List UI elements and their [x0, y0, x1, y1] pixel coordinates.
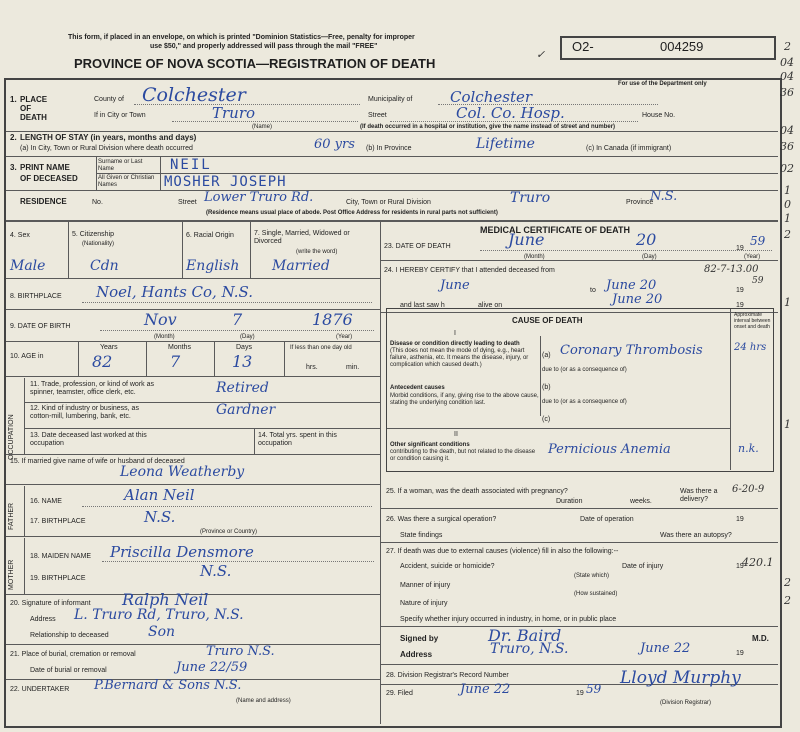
father-name-value: Alan Neil: [124, 486, 195, 504]
stay-canada-label: (c) In Canada (if immigrant): [586, 145, 672, 152]
margin-code-6: 36: [780, 140, 794, 153]
cause-b-marker: (b): [542, 384, 551, 391]
personal-sep-3: [250, 222, 251, 278]
code-2b: 2: [784, 594, 791, 607]
operation-date-label: Date of operation: [580, 516, 634, 523]
margin-code-3: 04: [780, 70, 794, 83]
divider-residence: [6, 220, 778, 222]
margin-code-11: 2: [784, 228, 791, 241]
code-pregnancy: 6-20-9: [732, 484, 765, 495]
industry-value: Gardner: [216, 402, 276, 418]
physician-address-label: Address: [400, 650, 433, 659]
antecedent-label: Antecedent causes: [390, 385, 445, 391]
street-line: [390, 121, 638, 122]
injury-year-prefix: 19: [736, 563, 744, 570]
age-sep-3: [214, 342, 215, 376]
occupation-divider-1: [24, 402, 380, 403]
street-label: Street: [368, 112, 387, 119]
mother-side-label: MOTHER: [8, 559, 15, 590]
street-value: Col. Co. Hosp.: [456, 104, 565, 122]
mother-maiden-line: [102, 561, 374, 562]
divider-10: [6, 536, 380, 537]
margin-code-9: 0: [784, 198, 791, 211]
racial-origin-value: English: [186, 258, 240, 274]
name-caption: (Name): [252, 124, 273, 130]
residence-street-value: Lower Truro Rd.: [204, 190, 314, 205]
section-3-number: 3.: [10, 163, 17, 172]
surgical-label: 26. Was there a surgical operation?: [386, 516, 497, 523]
informant-address-value: L. Truro Rd, Truro, N.S.: [74, 607, 244, 623]
mother-birthplace-value: N.S.: [200, 562, 232, 580]
cause-other-value: Pernicious Anemia: [548, 442, 671, 457]
dob-year: 1876: [312, 310, 353, 329]
divider-6: [6, 341, 380, 342]
nature-label: Nature of injury: [400, 600, 448, 607]
father-side-label: FATHER: [8, 502, 15, 530]
last-worked-label: 13. Date deceased last worked at this occupation: [30, 432, 147, 447]
medical-certificate-title: MEDICAL CERTIFICATE OF DEATH: [480, 225, 630, 235]
margin-code-2: 04: [780, 56, 794, 69]
med-divider-5: [381, 626, 778, 627]
due-to-a: due to (or as a consequence of): [542, 367, 627, 373]
roman-two: II: [454, 431, 458, 438]
mother-side-border: [24, 538, 25, 594]
attended-from-value: June: [440, 278, 470, 293]
code-one-b: 1: [784, 418, 791, 431]
pregnancy-label: 25. If a woman, was the death associated with pregnancy?: [386, 488, 568, 495]
interval-a-value: 24 hrs: [734, 342, 767, 353]
age-min-label: min.: [346, 364, 360, 371]
operation-year-prefix: 19: [736, 516, 744, 523]
divider-12: [6, 644, 380, 645]
divider-9: [6, 484, 380, 485]
relationship-label: Relationship to deceased: [30, 632, 109, 639]
disease-note: (This does not mean the mode of dying, e.g., heart failure, asthenia, etc. It means the disease, injury, or complication which caused death.): [390, 348, 529, 368]
trade-label: 11. Trade, profession, or kind of work as spinner, teamster, office clerk, etc.: [30, 381, 154, 396]
age-label: 10. AGE in: [10, 353, 44, 360]
stay-city-label: (a) In City, Town or Rural Division where death occurred: [20, 145, 193, 152]
filed-label: 29. Filed: [386, 690, 413, 697]
certify-label: 24. I HEREBY CERTIFY that I attended deceased from: [384, 267, 555, 274]
residence-no-label: No.: [92, 199, 103, 206]
residence-province-label: Province: [626, 199, 654, 206]
residence-label: RESIDENCE: [20, 197, 67, 206]
mother-birthplace-label: 19. BIRTHPLACE: [30, 575, 86, 582]
municipality-value: Colchester: [450, 88, 533, 106]
undertaker-label: 22. UNDERTAKER: [10, 686, 70, 693]
death-month-caption: (Month): [524, 254, 545, 260]
physician-address-value: Truro, N.S.: [490, 641, 569, 657]
relationship-value: Son: [148, 624, 176, 640]
mail-notice-line2: use $50," and properly addressed will pass through the mail "FREE": [150, 43, 378, 50]
how-sustained-caption: (How sustained): [574, 591, 618, 597]
surname-value: NEIL: [170, 157, 212, 173]
total-years-label: 14. Total yrs. spent in this occupation: [258, 432, 337, 447]
state-which-caption: (State which): [574, 573, 610, 579]
industry-label: 12. Kind of industry or business, as cotton-mill, lumbering, bank, etc.: [30, 405, 139, 420]
death-month: June: [508, 230, 545, 249]
given-names-value: MOSHER JOSEPH: [164, 174, 287, 190]
code-one: 1: [784, 296, 791, 309]
accident-label: Accident, suicide or homicide?: [400, 563, 495, 570]
dob-line: [100, 330, 374, 331]
informant-signature-value: Ralph Neil: [122, 590, 209, 609]
father-birthplace-label: 17. BIRTHPLACE: [30, 518, 86, 525]
city-label: If in City or Town: [94, 112, 146, 119]
divider-2: [6, 156, 778, 157]
cause-a-marker: (a): [542, 352, 551, 359]
margin-code-10: 1: [784, 212, 791, 225]
dob-label: 9. DATE OF BIRTH: [10, 323, 71, 330]
residence-province-value: N.S.: [650, 189, 678, 204]
personal-sep-1: [68, 222, 69, 278]
spouse-value: Leona Weatherby: [120, 464, 245, 480]
registrar-record-label: 28. Division Registrar's Record Number: [386, 672, 509, 679]
residence-city-value: Truro: [510, 190, 551, 206]
physician-address-date: June 22: [640, 641, 691, 656]
length-of-stay-label: LENGTH OF STAY (in years, months and days): [20, 133, 197, 142]
margin-code-7: 02: [780, 162, 794, 175]
divider-4: [6, 278, 380, 279]
tick-mark: ✓: [536, 48, 546, 61]
undertaker-value: P.Bernard & Sons N.S.: [94, 678, 242, 693]
informant-signature-label: 20. Signature of informant: [10, 600, 91, 607]
burial-date-label: Date of burial or removal: [30, 667, 107, 674]
signed-by-label: Signed by: [400, 634, 439, 643]
age-sep-4: [284, 342, 285, 376]
dob-day: 7: [232, 310, 243, 329]
age-codes: 82-7-13.00: [704, 264, 759, 275]
mother-maiden-value: Priscilla Densmore: [110, 543, 254, 561]
residence-street-label: Street: [178, 199, 197, 206]
burial-place-value: Truro N.S.: [206, 644, 275, 659]
margin-code-5: 04: [780, 124, 794, 137]
mail-notice-line1: This form, if placed in an envelope, on which is printed "Dominion Statistics—Free, penalty for improper: [68, 34, 415, 41]
interval-label: Approximate interval between onset and death: [734, 312, 771, 330]
city-line: [172, 121, 358, 122]
attended-to-value: June 20: [606, 278, 657, 293]
place-of-death-label: PLACE OF DEATH: [20, 95, 48, 122]
death-date-label: 23. DATE OF DEATH: [384, 243, 451, 250]
margin-code-8: 1: [784, 184, 791, 197]
alive-on-value: June 20: [612, 292, 663, 307]
external-causes-label: 27. If death was due to external causes (violence) fill in also the following:--: [386, 548, 619, 555]
father-name-label: 16. NAME: [30, 498, 62, 505]
last-saw-label: and last saw h: [400, 302, 445, 309]
father-side-border: [24, 486, 25, 536]
alive-on-label: alive on: [478, 302, 503, 309]
cause-of-death-title: CAUSE OF DEATH: [512, 316, 583, 325]
interval-other-value: n.k.: [738, 442, 759, 455]
cause-split: [540, 336, 541, 416]
residence-city-label: City, Town or Rural Division: [346, 199, 431, 206]
hospital-note: (If death occurred in a hospital or institution, give the name instead of street and number): [360, 124, 616, 130]
occupation-divider-2: [24, 428, 380, 429]
name-divider: [96, 173, 778, 174]
filed-value: June 22: [460, 682, 511, 697]
code-external: 420.1: [742, 556, 774, 569]
birthplace-line: [82, 302, 372, 303]
med-divider-4: [381, 542, 778, 543]
age-days-label: Days: [236, 344, 252, 351]
informant-address-label: Address: [30, 616, 56, 623]
occupation-sep: [254, 428, 255, 454]
birthplace-value: Noel, Hants Co, N.S.: [96, 283, 254, 301]
father-name-line: [82, 506, 372, 507]
age-years-label: Years: [100, 344, 118, 351]
residence-note: (Residence means usual place of abode. Post Office Address for residents in rural parts not sufficient): [206, 210, 498, 216]
death-day: 20: [636, 230, 657, 249]
trade-value: Retired: [216, 380, 269, 396]
surname-label: Surname or Last Name: [98, 159, 143, 172]
death-year-prefix: 19: [736, 245, 744, 252]
death-day-caption: (Day): [642, 254, 657, 260]
interval-column-border: [730, 309, 731, 470]
county-value: Colchester: [142, 84, 246, 106]
margin-code-4: 36: [780, 86, 794, 99]
father-birthplace-value: N.S.: [144, 508, 176, 526]
injury-date-label: Date of injury: [622, 563, 664, 570]
md-label: M.D.: [752, 634, 769, 643]
attended-to-label: to: [590, 287, 596, 294]
state-findings-label: State findings: [400, 532, 443, 539]
other-conditions-note: contributing to the death, but not related to the disease or condition causing it.: [390, 449, 536, 462]
age-months-label: Months: [168, 344, 191, 351]
specify-label: Specify whether injury occurred in industry, in home, or in public place: [400, 616, 617, 623]
section-1-number: 1.: [10, 95, 17, 104]
med-divider-3: [381, 508, 778, 509]
registrar-signature: Lloyd Murphy: [620, 668, 741, 688]
registration-number: 004259: [660, 39, 704, 54]
cause-c-marker: (c): [542, 416, 551, 423]
marital-status-label: 7. Single, Married, Widowed or Divorced: [254, 230, 350, 245]
death-year-caption: (Year): [744, 254, 761, 260]
burial-date-value: June 22/59: [176, 660, 248, 675]
dob-day-caption: (Day): [240, 334, 255, 340]
occupation-side-border: [24, 378, 25, 454]
burial-place-label: 21. Place of burial, cremation or removal: [10, 651, 136, 658]
age-sep-2: [146, 342, 147, 376]
age-days-value: 13: [232, 352, 253, 371]
mother-maiden-label: 18. MAIDEN NAME: [30, 553, 92, 560]
print-name-label: PRINT NAME: [20, 163, 70, 172]
divider-1: [6, 131, 778, 132]
occupation-side-label: OCCUPATION: [8, 414, 15, 460]
age-hrs-label: hrs.: [306, 364, 318, 371]
due-to-b: due to (or as a consequence of): [542, 399, 627, 405]
personal-sep-2: [182, 222, 183, 278]
address-year-prefix: 19: [736, 650, 744, 657]
dob-month: Nov: [144, 310, 177, 329]
stay-province-value: Lifetime: [476, 136, 535, 152]
manner-label: Manner of injury: [400, 582, 451, 589]
med-divider-1: [381, 260, 778, 261]
section-2-number: 2.: [10, 133, 17, 142]
dob-month-caption: (Month): [154, 334, 175, 340]
stay-city-value: 60 yrs: [314, 137, 355, 152]
name-value-border: [160, 157, 161, 190]
age-sep-1: [78, 342, 79, 376]
disease-label: Disease or condition directly leading to death: [390, 341, 520, 347]
cause-a-value: Coronary Thrombosis: [560, 343, 703, 358]
of-deceased-label: OF DECEASED: [20, 174, 78, 183]
registration-prefix: O2-: [572, 39, 594, 54]
stay-province-label: (b) In Province: [366, 145, 412, 152]
given-names-label: All Given or Christian Names: [98, 175, 155, 188]
death-date-line: [480, 250, 772, 251]
autopsy-label: Was there an autopsy?: [660, 532, 732, 539]
column-split: [380, 222, 381, 724]
marital-status-value: Married: [272, 258, 330, 274]
attended-year-prefix: 19: [736, 287, 744, 294]
delivery-label: Was there a delivery?: [680, 488, 718, 503]
municipality-label: Municipality of: [368, 96, 413, 103]
less-than-day-label: If less than one day old: [290, 345, 352, 351]
citizenship-label: 5. Citizenship: [72, 231, 115, 238]
other-conditions-label: Other significant conditions: [390, 442, 470, 448]
birthplace-label: 8. BIRTHPLACE: [10, 293, 62, 300]
undertaker-caption: (Name and address): [236, 698, 291, 704]
dob-year-caption: (Year): [336, 334, 353, 340]
county-label: County of: [94, 96, 124, 103]
citizenship-value: Cdn: [90, 258, 119, 274]
filed-year: 59: [586, 682, 602, 696]
margin-code-1: 2: [784, 40, 791, 53]
racial-origin-label: 6. Racial Origin: [186, 232, 234, 239]
house-label: House No.: [642, 112, 676, 119]
age-years-value: 82: [92, 352, 113, 371]
divider-7: [6, 376, 380, 377]
age-code-tail: 59: [752, 276, 764, 286]
citizenship-caption: (Nationality): [82, 241, 115, 247]
age-months-value: 7: [170, 352, 181, 371]
roman-one: I: [454, 330, 456, 337]
divider-8: [6, 454, 380, 455]
father-province-caption: (Province or Country): [200, 529, 258, 535]
department-use-label: For use of the Department only: [618, 81, 707, 87]
med-divider-6: [381, 664, 778, 665]
duration-label: Duration: [556, 498, 583, 505]
marital-caption: (write the word): [296, 249, 338, 255]
sex-label: 4. Sex: [10, 232, 30, 239]
weeks-label: weeks.: [630, 498, 652, 505]
code-tail: 2: [784, 576, 791, 589]
spouse-label: 15. If married give name of wife or husband of deceased: [10, 458, 185, 465]
form-title: PROVINCE OF NOVA SCOTIA—REGISTRATION OF DEATH: [74, 56, 436, 71]
registrar-caption: (Division Registrar): [660, 700, 712, 706]
death-year: 59: [750, 234, 766, 248]
antecedent-note: Morbid conditions, if any, giving rise to the above cause, stating the underlying condition last.: [390, 393, 539, 406]
alive-year-prefix: 19: [736, 302, 744, 309]
signed-by-value: Dr. Baird: [488, 626, 562, 645]
filed-year-prefix: 19: [576, 690, 584, 697]
cause-divider: [387, 428, 730, 429]
city-value: Truro: [212, 104, 256, 122]
name-label-border: [96, 157, 97, 190]
sex-value: Male: [10, 258, 46, 274]
